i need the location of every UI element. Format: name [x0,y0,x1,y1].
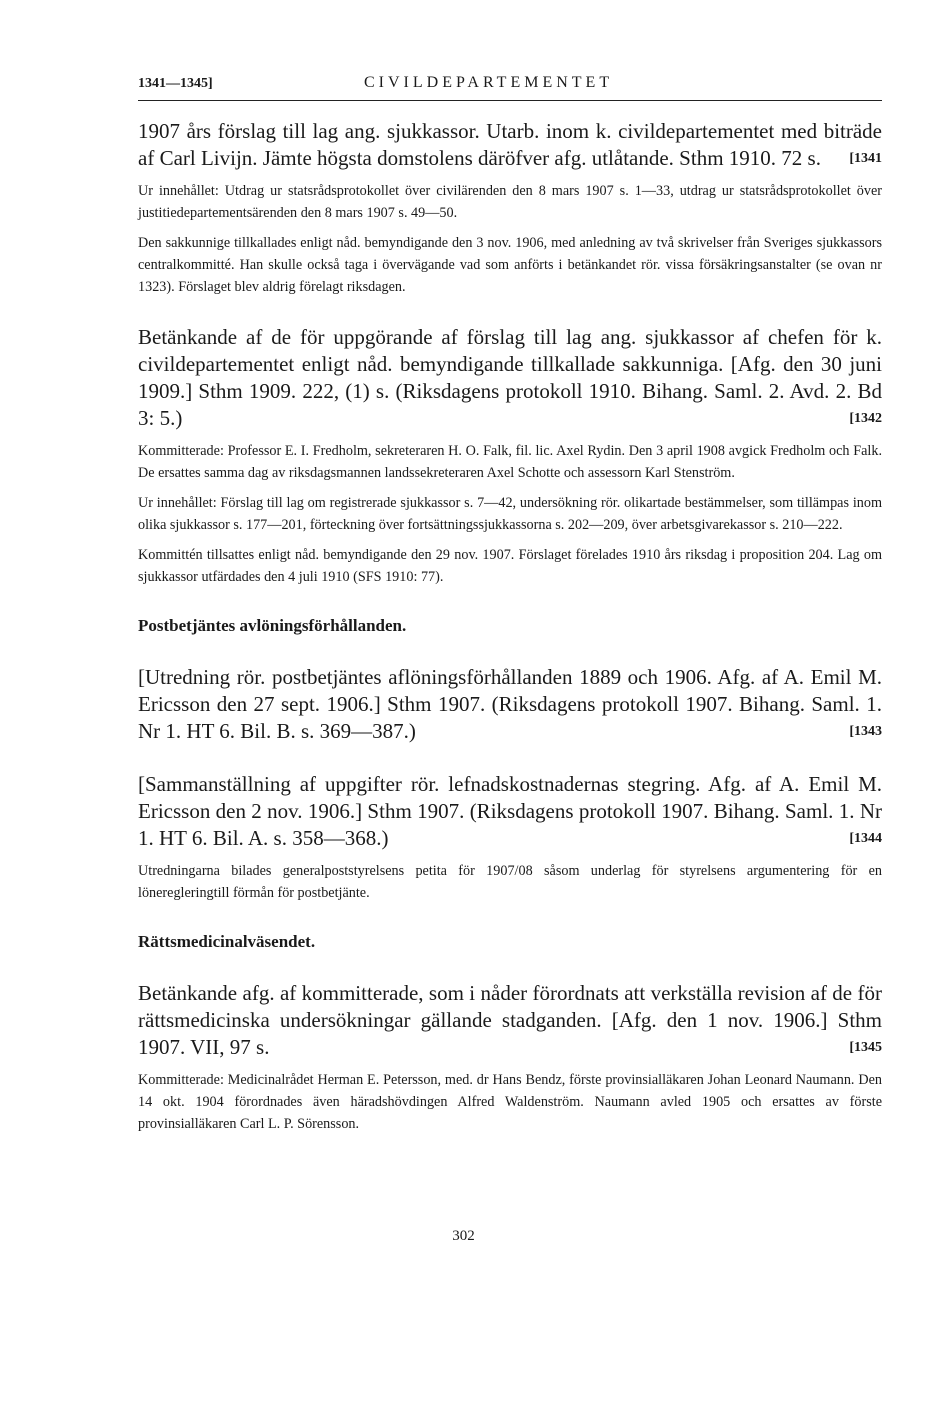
header-rule [138,100,882,101]
entry-text: [Utredning rör. postbetjäntes aflöningsförhållanden 1889 och 1906. Afg. af A. Emil M. Ericsson den 27 sept. 1906.] Sthm 1907. (Riksdagens protokoll 1907. Bihang. Saml. 1. Nr 1. HT 6. Bil. B. s. 369—387.) [138,665,882,743]
department-title: CIVILDEPARTEMENTET [364,74,614,91]
entry-1342 [138,324,882,432]
entry-note: Kommittén tillsattes enligt nåd. bemyndigande den 29 nov. 1907. Förslaget förelades 1910 års riksdag i proposition 204. Lag om sjukkassor utfärdades den 4 juli 1910 (SFS 1910: 77). [138,547,882,585]
entry-number: [1342 [849,411,882,426]
running-header [138,74,882,96]
entry-note: Utredningarna bilades generalpoststyrelsens petita för 1907/08 såsom underlag för styrelsens argumentering för en löneregleringtill förmån för postbetjänte. [138,863,882,901]
entry-range: 1341—1345] [138,76,213,91]
entry-1344 [138,771,882,852]
entry-note: Kommitterade: Professor E. I. Fredholm, sekreteraren H. O. Falk, fil. lic. Axel Rydin. Den 3 april 1908 avgick Fredholm och Falk. De ersattes samma dag av riksdagsmannen landssekreteraren Axel Schotte och assessorn Karl Stenström. [138,443,882,481]
entry-text: 1907 års förslag till lag ang. sjukkassor. Utarb. inom k. civildepartementet med biträde af Carl Livijn. Jämte högsta domstolens däröfver afg. utlåtande. Sthm 1910. 72 s. [138,119,882,170]
entry-text: Betänkande afg. af kommitterade, som i nåder förordnats att verkställa revision af de för rättsmedicinska undersökningar gällande stadganden. [Afg. den 1 nov. 1906.] Sthm 1907. VII, 97 s. [138,981,882,1059]
entry-text: Betänkande af de för uppgörande af förslag till lag ang. sjukkassor af chefen för k. civildepartementet enligt nåd. bemyndigande tillkallade sakkunniga. [Afg. den 30 juni 1909.] Sthm 1909. 222, (1) s. (Riksdagens protokoll 1910. Bihang. Saml. 2. Avd. 2. Bd 3: 5.) [138,325,882,430]
entry-1345 [138,980,882,1061]
entry-text: [Sammanställning af uppgifter rör. lefnadskostnadernas stegring. Afg. af A. Emil M. Ericsson den 2 nov. 1906.] Sthm 1907. (Riksdagens protokoll 1907. Bihang. Saml. 1. Nr 1. HT 6. Bil. A. s. 358—368.) [138,772,882,850]
entry-1343 [138,664,882,745]
entry-number: [1344 [849,831,882,846]
entry-number: [1345 [849,1040,882,1055]
page-content [138,118,882,1135]
section-heading: Postbetjäntes avlöningsförhållanden. [138,616,407,635]
entry-1341 [138,118,882,172]
entry-note: Den sakkunnige tillkallades enligt nåd. bemyndigande den 3 nov. 1906, med anledning av två skrivelser från Sveriges sjukkassors centralkommitté. Han skulle också taga i övervägande vad som anförts i betänkandet rör. vissa försäkringsanstalter (se ovan nr 1323). Förslaget blev aldrig förelagt riksdagen. [138,235,882,295]
page-number: 302 [452,1228,475,1244]
entry-number: [1343 [849,724,882,739]
entry-note: Ur innehållet: Utdrag ur statsrådsprotokollet över civilärenden den 8 mars 1907 s. 1—33, utdrag ur statsrådsprotokollet över justitiedepartementsärenden den 8 mars 1907 s. 49—50. [138,183,882,221]
entry-note: Kommitterade: Medicinalrådet Herman E. Petersson, med. dr Hans Bendz, förste provinsialläkaren Johan Leonard Naumann. Den 14 okt. 1904 förordnades även häradshövdingen Alfred Waldenström. Naumann avled 1905 och ersattes av förste provinsialläkaren Carl L. P. Sörensson. [138,1072,882,1132]
section-heading: Rättsmedicinalväsendet. [138,932,316,951]
entry-note: Ur innehållet: Förslag till lag om registrerade sjukkassor s. 7—42, undersökning rör. olikartade bestämmelser, som tillämpas inom olika sjukkassor s. 177—201, förteckning över fortsättningssjukkassorna s. 202—209, över arbetsgivarekassor s. 210—222. [138,495,882,533]
entry-number: [1341 [849,151,882,166]
